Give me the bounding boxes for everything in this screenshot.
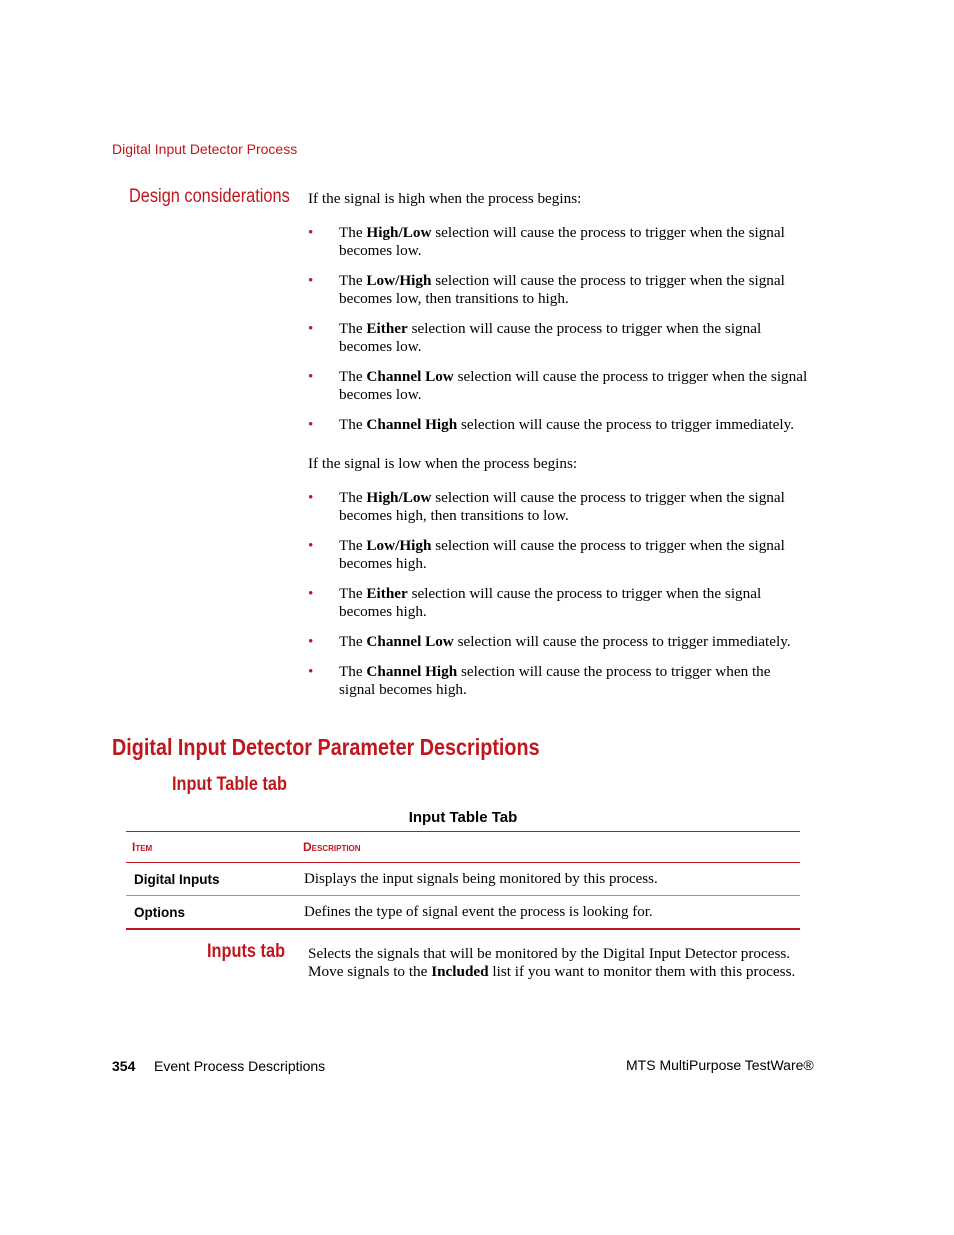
intro-signal-low: If the signal is low when the process begins: xyxy=(308,455,578,472)
option-name: Channel High xyxy=(366,416,458,433)
table-header-row xyxy=(126,832,800,863)
table-cell-description: Defines the type of signal event the process is looking for. xyxy=(303,896,800,930)
list-item: • The Either selection will cause the process to trigger when the signal becomes low. xyxy=(308,320,762,355)
table-cell-description: Displays the input signals being monitored by this process. xyxy=(303,863,800,896)
bullet-icon: • xyxy=(308,537,314,554)
table-caption: Input Table Tab xyxy=(408,809,518,826)
running-head: Digital Input Detector Process xyxy=(112,141,298,157)
parameter-descriptions-heading: Digital Input Detector Parameter Descriptions xyxy=(112,734,540,760)
table-row xyxy=(126,863,800,896)
bullet-icon: • xyxy=(308,663,314,680)
inputs-tab-description: Selects the signals that will be monitored by the Digital Input Detector process. Move signals to the Included list if you want to monitor them with this process. xyxy=(308,945,796,980)
list-item: • The Low/High selection will cause the process to trigger when the signal becomes high. xyxy=(308,537,785,572)
list-item: • The Either selection will cause the process to trigger when the signal becomes high. xyxy=(308,585,762,620)
input-table-tab-table xyxy=(126,831,800,930)
option-name: Channel Low xyxy=(366,633,454,650)
design-considerations-heading: Design considerations xyxy=(129,186,290,207)
bullet-icon: • xyxy=(308,224,314,241)
list-item: • The High/Low selection will cause the process to trigger when the signal becomes low. xyxy=(308,224,785,259)
bullet-icon: • xyxy=(308,368,314,385)
list-item: • The Channel High selection will cause the process to trigger when the signal becomes high. xyxy=(308,663,771,698)
option-name: High/Low xyxy=(366,224,432,241)
input-table-tab-heading: Input Table tab xyxy=(172,774,287,795)
list-item: • The Channel High selection will cause the process to trigger immediately. xyxy=(308,416,794,433)
option-name: Channel High xyxy=(366,663,458,680)
page-number: 354 xyxy=(112,1058,136,1074)
list-item: • The Channel Low selection will cause the process to trigger immediately. xyxy=(308,633,791,650)
list-item: • The Channel Low selection will cause the process to trigger when the signal becomes low. xyxy=(308,368,808,403)
list-item: • The Low/High selection will cause the process to trigger when the signal becomes low, then transitions to high. xyxy=(308,272,785,307)
table-cell-item: Digital Inputs xyxy=(126,863,303,896)
low-signal-bullet-list xyxy=(308,489,808,711)
intro-signal-high: If the signal is high when the process begins: xyxy=(308,190,582,207)
option-name: Low/High xyxy=(366,537,432,554)
list-item: • The High/Low selection will cause the process to trigger when the signal becomes high, then transitions to low. xyxy=(308,489,785,524)
option-name: Channel Low xyxy=(366,368,454,385)
included-list-name: Included xyxy=(431,962,489,980)
option-name: Low/High xyxy=(366,272,432,289)
bullet-icon: • xyxy=(308,633,314,650)
footer-section-title: Event Process Descriptions xyxy=(154,1058,326,1074)
column-header-description: Description xyxy=(303,832,800,863)
bullet-icon: • xyxy=(308,489,314,506)
bullet-icon: • xyxy=(308,320,314,337)
bullet-icon: • xyxy=(308,585,314,602)
footer-product-name: MTS MultiPurpose TestWare® xyxy=(626,1057,814,1073)
option-name: Either xyxy=(366,585,408,602)
option-name: Either xyxy=(366,320,408,337)
column-header-item: Item xyxy=(126,832,303,863)
inputs-tab-heading: Inputs tab xyxy=(207,941,286,962)
bullet-icon: • xyxy=(308,272,314,289)
option-name: High/Low xyxy=(366,489,432,506)
bullet-icon: • xyxy=(308,416,314,433)
table-cell-item: Options xyxy=(126,896,303,930)
high-signal-bullet-list xyxy=(308,224,808,446)
table-row xyxy=(126,896,800,930)
